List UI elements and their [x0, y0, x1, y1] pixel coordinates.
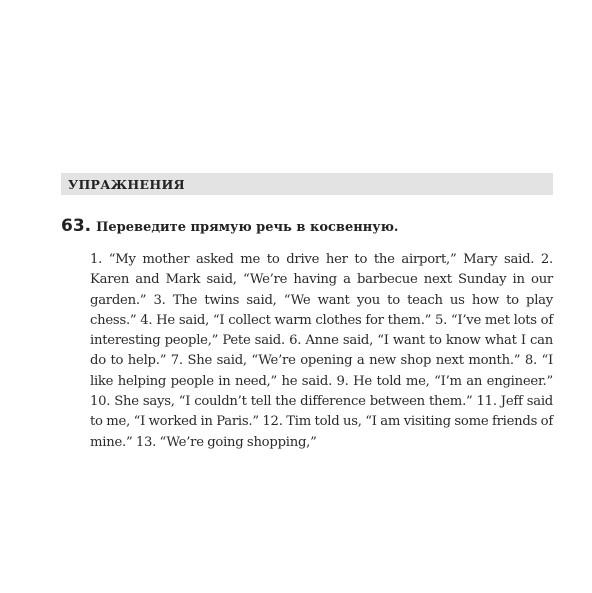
exercise-heading [61, 216, 553, 236]
exercise-number: 63. [61, 216, 92, 236]
section-title: УПРАЖНЕНИЯ [68, 176, 185, 192]
exercise-text: 1. “My mother asked me to drive her to the airport,” Mary said. 2. Karen and Mark said, “We’re having a barbecue next Sunday in our garden.” 3. The twins said, “We want you to teach us how to play chess.” 4. He said, “I collect warm clothes for them.” 5. “I’ve met lots of interesting people,” Pete said. 6. Anne said, “I want to know what I can do to help.” 7. She said, “We’re opening a new shop next month.” 8. “I like helping people in need,” he said. 9. He told me, “I’m an engineer.” 10. She says, “I couldn’t tell the difference between them.” 11. Jeff said to me, “I worked in Paris.” 12. Tim told us, “I am visiting some friends of mine.” 13. “We’re going shopping,” [90, 252, 553, 450]
section-header-bar [61, 173, 553, 195]
exercise-instruction: Переведите прямую речь в косвенную. [96, 220, 399, 235]
